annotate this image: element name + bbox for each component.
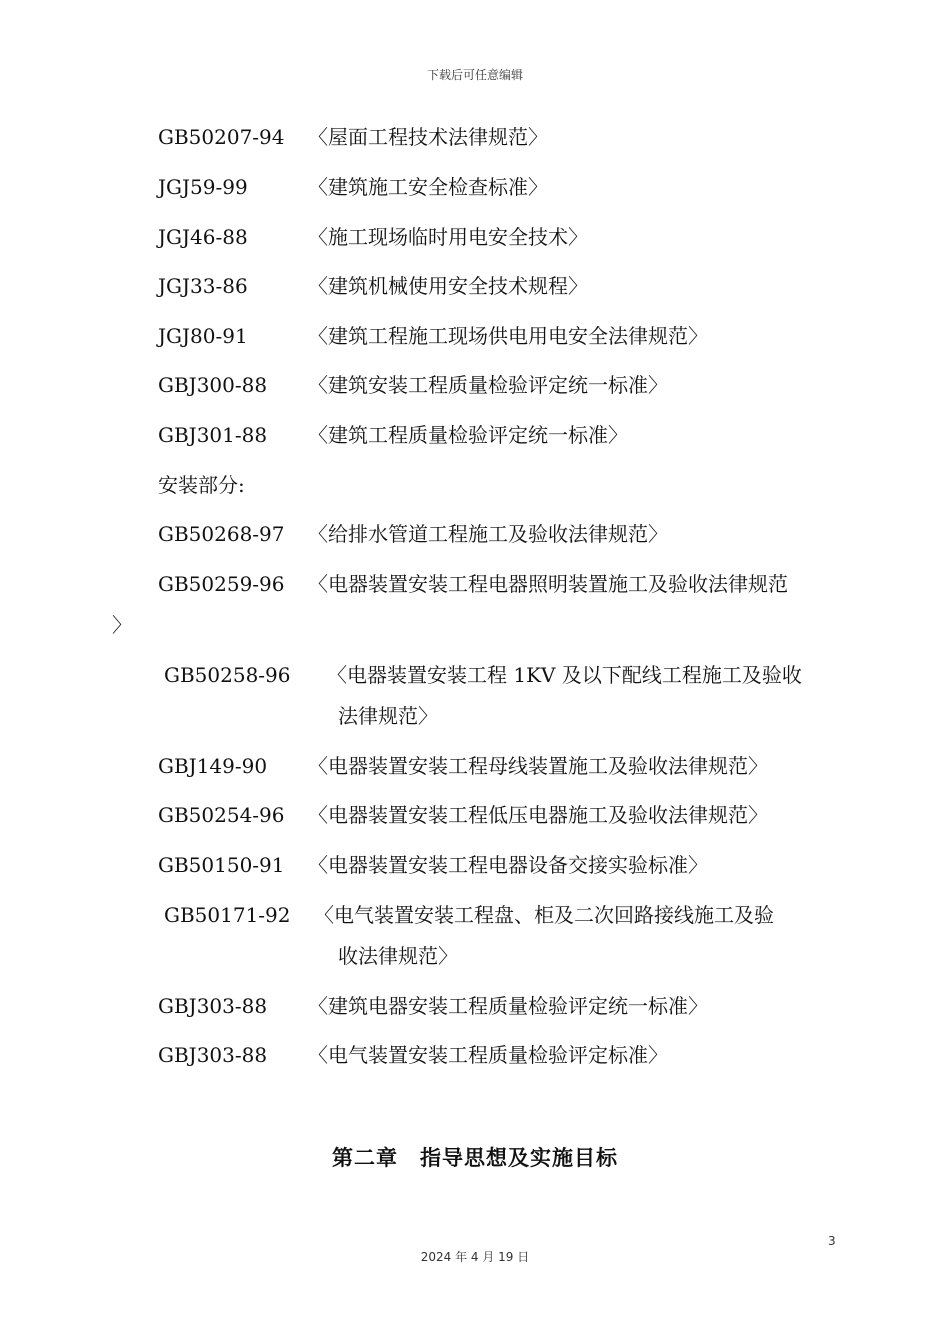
standard-title: 〈电气装置安装工程质量检验评定标准〉 — [308, 1043, 668, 1067]
standard-code: GBJ303-88 — [158, 1043, 268, 1067]
standard-code: GB50150-91 — [158, 853, 285, 877]
chapter-title: 第二章 指导思想及实施目标 — [332, 1146, 618, 1170]
standard-title: 〈施工现场临时用电安全技术〉 — [308, 225, 588, 249]
standard-code: JGJ33-86 — [158, 274, 248, 298]
standard-title: 〈屋面工程技术法律规范〉 — [308, 125, 548, 149]
header-note: 下载后可任意编辑 — [426, 68, 523, 82]
standard-code: GBJ300-88 — [158, 373, 268, 397]
standard-title: 〈建筑施工安全检查标准〉 — [308, 175, 548, 199]
section-label: 安装部分: — [158, 473, 245, 497]
standard-title: 〈电器装置安装工程低压电器施工及验收法律规范〉 — [308, 803, 768, 827]
standard-title: 〈电气装置安装工程盘、柜及二次回路接线施工及验 — [314, 903, 774, 927]
standard-code: GBJ149-90 — [158, 754, 268, 778]
standard-title: 〈建筑机械使用安全技术规程〉 — [308, 274, 588, 298]
standard-code: GB50171-92 — [164, 903, 291, 927]
standard-code: GBJ301-88 — [158, 423, 268, 447]
standard-code: GB50268-97 — [158, 522, 285, 546]
standard-code: GB50207-94 — [158, 125, 285, 149]
standard-title: 〈电器装置安装工程电器照明装置施工及验收法律规范 — [308, 572, 788, 596]
footer-date: 2024 年 4 月 19 日 — [420, 1250, 530, 1264]
standard-title: 〈电器装置安装工程电器设备交接实验标准〉 — [308, 853, 708, 877]
standard-code: GB50254-96 — [158, 803, 285, 827]
standard-code: JGJ80-91 — [158, 324, 248, 348]
standard-code: JGJ59-99 — [158, 175, 248, 199]
standard-title: 〈电器装置安装工程母线装置施工及验收法律规范〉 — [308, 754, 768, 778]
standard-title: 〈建筑电器安装工程质量检验评定统一标准〉 — [308, 994, 708, 1018]
standard-title: 〈建筑安装工程质量检验评定统一标准〉 — [308, 373, 668, 397]
standard-title-continuation: 〉 — [112, 613, 132, 637]
standard-title: 〈给排水管道工程施工及验收法律规范〉 — [308, 522, 668, 546]
standard-title: 〈电器装置安装工程 1KV 及以下配线工程施工及验收 — [327, 663, 802, 687]
standard-code: GB50259-96 — [158, 572, 285, 596]
standard-title-continuation: 法律规范〉 — [338, 704, 438, 728]
standard-title: 〈建筑工程质量检验评定统一标准〉 — [308, 423, 628, 447]
standard-code: JGJ46-88 — [158, 225, 248, 249]
standard-title: 〈建筑工程施工现场供电用电安全法律规范〉 — [308, 324, 708, 348]
standard-title-continuation: 收法律规范〉 — [338, 944, 458, 968]
standard-code: GB50258-96 — [164, 663, 291, 687]
page-number: 3 — [828, 1234, 836, 1248]
standard-code: GBJ303-88 — [158, 994, 268, 1018]
